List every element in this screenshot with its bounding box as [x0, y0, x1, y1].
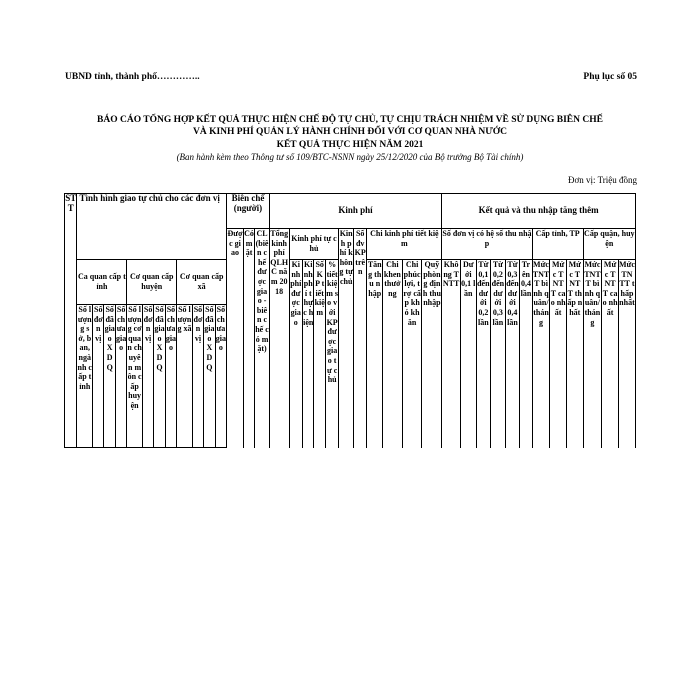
currency-unit: Đơn vị: Triệu đồng — [567, 175, 637, 185]
staff-difference-header: CL (biên chế được giao - biên chế có mặt) — [255, 229, 270, 448]
funding-group-header: Kinh phí — [269, 194, 441, 229]
district-min-income-header: Mức TNTT thấp nhất — [618, 260, 635, 448]
district-units-header: Số đơn vị — [142, 305, 153, 448]
province-not-assigned-header: Số chưa giao — [115, 305, 126, 448]
commune-count-header: Số lượng xã — [177, 305, 193, 448]
report-title-line-3: KẾT QUẢ THỰC HIỆN NĂM 2021 — [276, 140, 424, 150]
district-agencies-header: Cơ quan cấp huyện — [127, 260, 177, 305]
ratio-0-1-0-2-header: Từ 0,1 đến dưới 0,2 lần — [476, 260, 491, 448]
report-title-line-1: BÁO CÁO TỔNG HỢP KẾT QUẢ THỰC HIỆN CHẾ ĐỘ TỰ CHỦ, TỰ CHỊU TRÁCH NHIỆM VỀ SỬ DỤNG BIÊN CHẾ — [97, 115, 603, 125]
province-income-header: Cấp tỉnh, TP — [532, 229, 583, 260]
report-subtitle: (Ban hành kèm theo Thông tư số 109/BTC-NSNN ngày 25/12/2020 của Bộ trưởng Bộ Tài chính) — [176, 152, 524, 162]
district-max-income-header: Mức TNTT cao nhất — [602, 260, 619, 448]
fund-autonomy-header: Kinh phí tự chủ — [289, 229, 339, 260]
district-income-header: Cấp quận, huyện — [583, 229, 635, 260]
province-min-income-header: Mức TNTT thấp nhất — [566, 260, 583, 448]
province-agencies-header: Ca quan cấp tỉnh — [77, 260, 127, 305]
results-group-header: Kết quả và thu nhập tăng thêm — [442, 194, 636, 229]
income-stabilization-fund-header: Quỹ phòng định thu nhập — [422, 260, 442, 448]
fund-total-header: Tổng kinh phí QLHC năm 2018 — [269, 229, 289, 448]
income-increase-header: Tăng thu nhập — [367, 260, 383, 448]
staff-present-header: Có mặt — [243, 229, 254, 448]
fund-assigned-header: Kinh phí được giao — [289, 260, 303, 448]
fund-saved-header: Số KP tiết kiệm — [314, 260, 325, 448]
staff-group-header: Biên chế (người) — [227, 194, 270, 229]
income-ratio-header: Số đơn vị có hệ số thu nhập — [442, 229, 532, 260]
district-not-assigned-header: Số chưa giao — [165, 305, 176, 448]
stt-header: STT — [65, 194, 77, 448]
staff-assigned-header: Được giao — [227, 229, 244, 448]
province-max-income-header: Mức TNTT cao nhất — [550, 260, 567, 448]
appendix-number: Phụ lục số 05 — [583, 72, 637, 82]
fund-saving-percent-header: % tiết kiệm so với KP được giao tự chủ — [325, 260, 339, 448]
province-avg-income-header: Mức TNTT bình quân/tháng — [532, 260, 550, 448]
report-table — [64, 193, 636, 448]
commune-agencies-header: Cơ quan cấp xã — [177, 260, 227, 305]
commune-assigned-header: Số đã giao XDQ — [204, 305, 215, 448]
ratio-none-header: Không TNTT — [442, 260, 461, 448]
fund-non-autonomy-header: Kinh phí không tự chủ — [339, 229, 354, 448]
commune-not-assigned-header: Số chưa giao — [215, 305, 227, 448]
reward-spend-header: Chi khen thưởng — [383, 260, 403, 448]
assignment-group-header: Tình hình giao tự chủ cho các đơn vị — [77, 194, 227, 260]
ratio-under-0-1-header: Dưới 0,1 lần — [460, 260, 476, 448]
province-count-header: Số lượng sở, ban, ngành cấp tỉnh — [77, 305, 93, 448]
ratio-0-3-0-4-header: Từ 0,3 đến dưới 0,4 lần — [505, 260, 520, 448]
welfare-spend-header: Chi phúc lợi, trợ cấp khó khăn — [402, 260, 422, 448]
ratio-over-0-4-header: Trên 0,4 lần — [520, 260, 532, 448]
fund-units-saving-header: Số đv KP trên — [353, 229, 367, 448]
ratio-0-2-0-3-header: Từ 0,2 đến dưới 0,3 lần — [491, 260, 506, 448]
province-assigned-header: Số đã giao XDQ — [104, 305, 115, 448]
district-avg-income-header: Mức TNTT bình quân/tháng — [583, 260, 602, 448]
commune-units-header: Số đơn vị — [192, 305, 203, 448]
agency-header: UBND tỉnh, thành phố………….. — [65, 72, 200, 82]
district-count-header: Số lượng cơ quan chuyên môn cấp huyện — [127, 305, 143, 448]
province-units-header: Số đơn vị — [93, 305, 104, 448]
fund-executed-header: Kinh phí thực hiện — [303, 260, 314, 448]
district-assigned-header: Số đã giao XDQ — [154, 305, 165, 448]
report-title-line-2: VÀ KINH PHÍ QUẢN LÝ HÀNH CHÍNH ĐỐI VỚI CƠ QUAN NHÀ NƯỚC — [192, 127, 508, 137]
spend-saving-header: Chi kinh phí tiết kiệm — [367, 229, 442, 260]
